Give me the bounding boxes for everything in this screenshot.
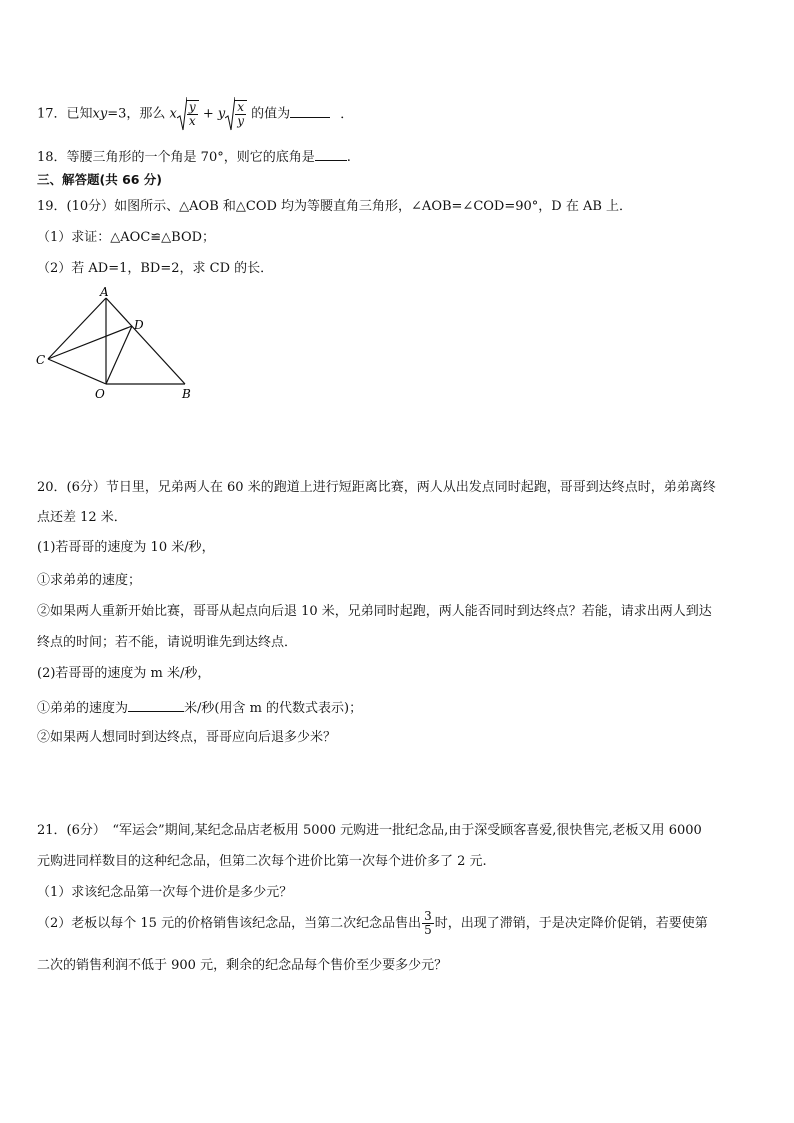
q21-stem-1: 21．(6分） “军运会”期间,某纪念品店老板用 5000 元购进一批纪念品,由于深受顾客喜爱,很快售完,老板又用 6000	[37, 823, 702, 838]
q17-var-x: x	[169, 106, 177, 122]
triangle-figure	[30, 286, 210, 404]
sqrt-1	[177, 96, 199, 132]
q20-p2b: ②如果两人想同时到达终点，哥哥应向后退多少米？	[37, 730, 337, 745]
answer-blank	[315, 146, 347, 161]
q20-stem-1: 20．(6分）节日里，兄弟两人在 60 米的跑道上进行短距离比赛，两人从出发点同时起跑，哥哥到达终点时，弟弟离终	[37, 480, 716, 495]
q17-suffix: 的值为	[251, 106, 291, 122]
q18-text: 18．等腰三角形的一个角是 70°，则它的底角是	[37, 150, 315, 165]
frac-den: x	[188, 114, 196, 128]
segment-ab	[106, 298, 185, 384]
q21-part2-suffix: 时，出现了滞销，于是决定降价促销，若要使第	[434, 916, 708, 931]
q20-p2a	[37, 697, 362, 718]
q20-p2a-prefix: ①弟弟的速度为	[37, 701, 129, 716]
sqrt-2	[225, 96, 247, 132]
frac-num: y	[188, 100, 196, 114]
answer-blank	[290, 103, 330, 118]
q17-prefix: 17．已知	[37, 106, 93, 122]
plus-sign: +	[202, 106, 214, 122]
label-a: A	[100, 286, 109, 299]
frac-x-over-y	[235, 101, 246, 128]
q21-stem-2: 元购进同样数目的这种纪念品，但第二次每个进价比第一次每个进价多了 2 元.	[37, 854, 487, 869]
section-title: 三、解答题(共 66 分)	[37, 172, 163, 187]
answer-blank	[128, 697, 184, 712]
frac-num: 3	[424, 909, 432, 923]
q19-stem: 19．(10分）如图所示、△AOB 和△COD 均为等腰直角三角形，∠AOB=∠COD=90°，D 在 AB 上．	[37, 199, 633, 214]
frac-den: 5	[424, 923, 432, 937]
q19-part1: （1）求证：△AOC≌△BOD；	[37, 230, 216, 245]
label-c: C	[36, 353, 46, 367]
segment-co	[48, 359, 106, 384]
q17-var-y: y	[217, 106, 226, 122]
q20-p1: (1)若哥哥的速度为 10 米/秒，	[37, 540, 215, 555]
q20-stem-2: 点还差 12 米．	[37, 510, 127, 525]
frac-num: x	[237, 100, 244, 114]
q20-p1b-1: ②如果两人重新开始比赛，哥哥从起点向后退 10 米，兄弟同时起跑，两人能否同时到达终点？若能，请求出两人到达	[37, 604, 712, 619]
segment-ca	[48, 298, 106, 359]
q17-cond: xy	[92, 106, 108, 122]
frac-den: y	[237, 114, 244, 128]
q21-part1: （1）求该纪念品第一次每个进价是多少元？	[37, 885, 293, 900]
q20-p2: (2)若哥哥的速度为 m 米/秒，	[37, 666, 211, 681]
label-d: D	[134, 318, 144, 332]
label-o: O	[95, 387, 105, 401]
q20-p1a: ①求弟弟的速度；	[37, 573, 142, 588]
q21-part2-prefix: （2）老板以每个 15 元的价格销售该纪念品，当第二次纪念品售出	[37, 916, 422, 931]
q17-end: ．	[340, 106, 354, 122]
label-b: B	[182, 387, 191, 401]
q20-p2a-suffix: 米/秒(用含 m 的代数式表示)；	[184, 701, 363, 716]
q17-cond-eq: =3，那么	[107, 106, 166, 122]
frac-y-over-x	[187, 101, 198, 128]
q18	[37, 146, 351, 167]
q18-end: .	[346, 150, 351, 165]
q20-p1b-2: 终点的时间；若不能，请说明谁先到达终点．	[37, 635, 298, 650]
q21-part2-line2: 二次的销售利润不低于 900 元，剩余的纪念品每个售价至少要多少元？	[37, 958, 448, 973]
q21-part2	[37, 910, 708, 937]
q19-part2: （2）若 AD=1，BD=2，求 CD 的长．	[37, 261, 274, 276]
fraction-three-fifths	[422, 910, 434, 937]
q17	[37, 96, 353, 132]
